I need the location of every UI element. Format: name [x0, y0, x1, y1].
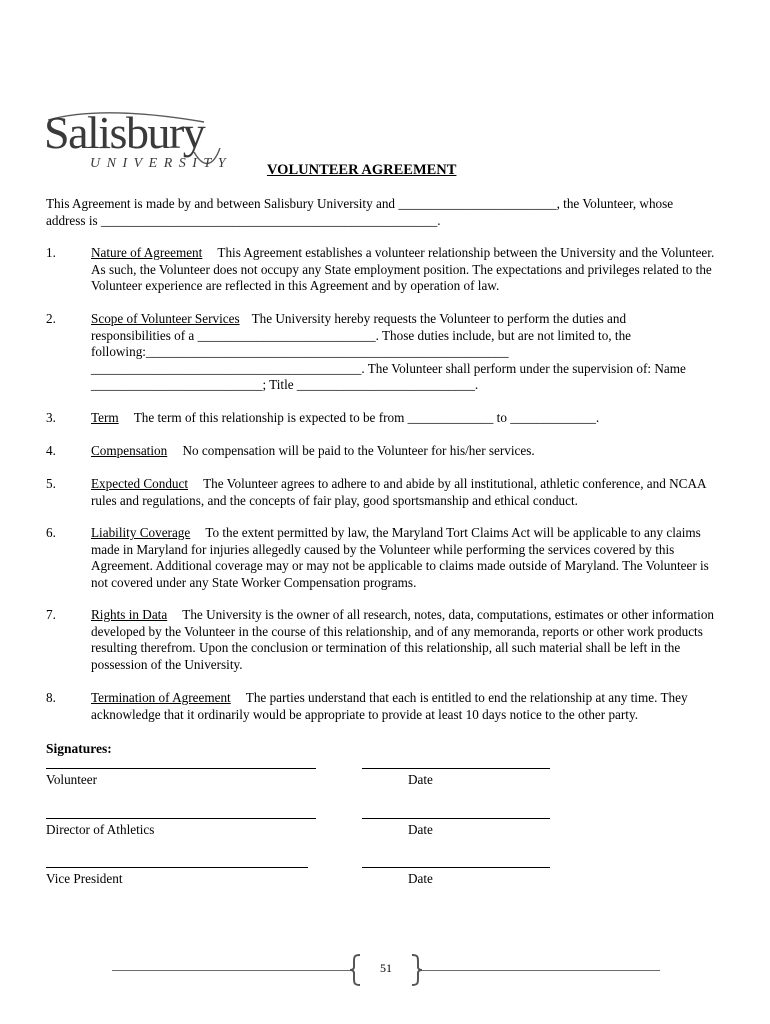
- signatures-heading: Signatures:: [46, 741, 112, 756]
- clause-line: following:_______________________________________________________: [91, 344, 509, 360]
- clause-number: 6.: [46, 525, 56, 540]
- volunteer-signature-line[interactable]: [46, 768, 316, 769]
- clause-text: The parties understand that each is entitled to end the relationship at any time. They acknowledge that it ordinarily would be appropriate to provide at least 10 days notice to the other party.: [91, 690, 688, 722]
- director-date-line[interactable]: [362, 818, 550, 819]
- clause-heading: Liability Coverage: [91, 525, 191, 540]
- clause-text: The term of this relationship is expected to be from _____________ to _____________.: [133, 410, 600, 425]
- clause-line: _________________________________________. The Volunteer shall perform under the supervision of: Name: [91, 360, 686, 376]
- page-footer: [0, 950, 770, 990]
- clause-line: responsibilities of a ___________________________. Those duties include, but are not limited to, the: [91, 327, 632, 343]
- footer-rule-left: [112, 970, 350, 971]
- clause-number: 3.: [46, 410, 56, 425]
- volunteer-label: Volunteer: [46, 772, 98, 787]
- clause-heading: Scope of Volunteer Services: [91, 311, 240, 326]
- director-signature-line[interactable]: [46, 818, 316, 819]
- intro-line-2: address is ___________________________________________________.: [46, 212, 441, 228]
- clause-number: 8.: [46, 690, 56, 705]
- intro-line-1: This Agreement is made by and between Salisbury University and ________________________, the Volunteer, whose: [46, 196, 674, 211]
- volunteer-date-line[interactable]: [362, 768, 550, 769]
- volunteer-date-label: Date: [408, 772, 433, 787]
- logo-wordmark: Salisbury: [44, 107, 205, 158]
- vice-president-date-line[interactable]: [362, 867, 550, 868]
- clause-heading: Term: [91, 410, 119, 425]
- vice-president-label: Vice President: [46, 871, 123, 886]
- clause-number: 4.: [46, 443, 56, 458]
- clause-text: This Agreement establishes a volunteer relationship between the University and the Volunteer. As such, the Volunteer does not occupy any State employment position. The expectations and privileges related to the Volunteer experience are reflected in this Agreement and by operation of law.: [91, 245, 715, 294]
- clause-text: No compensation will be paid to the Volunteer for his/her services.: [182, 443, 535, 458]
- left-brace-icon: [348, 954, 362, 986]
- director-label: Director of Athletics: [46, 822, 155, 837]
- clause-heading: Termination of Agreement: [91, 690, 231, 705]
- clause-number: 2.: [46, 311, 56, 326]
- intro-paragraph: [46, 196, 726, 229]
- footer-rule-right: [422, 970, 660, 971]
- clause-text: To the extent permitted by law, the Maryland Tort Claims Act will be applicable to any claims made in Maryland for injuries allegedly caused by the Volunteer while performing the services covered by this Agreement. Additional coverage may or may not be applicable to claims made outside of Maryland. The Volunteer is not covered under any State Worker Compensation programs.: [91, 525, 709, 590]
- logo-subtitle: UNIVERSITY: [90, 156, 232, 171]
- clause-number: 1.: [46, 245, 56, 260]
- vice-president-signature-line[interactable]: [46, 867, 308, 868]
- clause-number: 5.: [46, 476, 56, 491]
- vice-president-date-label: Date: [408, 871, 433, 886]
- clause-heading: Nature of Agreement: [91, 245, 203, 260]
- clause-heading: Rights in Data: [91, 607, 168, 622]
- clause-text: The Volunteer agrees to adhere to and abide by all institutional, athletic conference, and NCAA rules and regulations, and the concepts of fair play, good sportsmanship and ethical conduct.: [91, 476, 706, 508]
- page-number: 51: [380, 961, 392, 975]
- clause-line: __________________________; Title ___________________________.: [91, 377, 479, 393]
- clause-heading: Expected Conduct: [91, 476, 189, 491]
- salisbury-university-logo: [44, 107, 232, 178]
- director-date-label: Date: [408, 822, 433, 837]
- clause-number: 7.: [46, 607, 56, 622]
- clause-text: The University hereby requests the Volunteer to perform the duties and: [251, 311, 627, 326]
- clause-text: The University is the owner of all research, notes, data, computations, estimates or other information developed by the Volunteer in the course of this relationship, and of any memoranda, reports or other work products resulting therefrom. Upon the conclusion or termination of this relationship, all such material shall be left in the possession of the University.: [91, 607, 715, 672]
- page-title: VOLUNTEER AGREEMENT: [267, 162, 457, 178]
- clause-heading: Compensation: [91, 443, 168, 458]
